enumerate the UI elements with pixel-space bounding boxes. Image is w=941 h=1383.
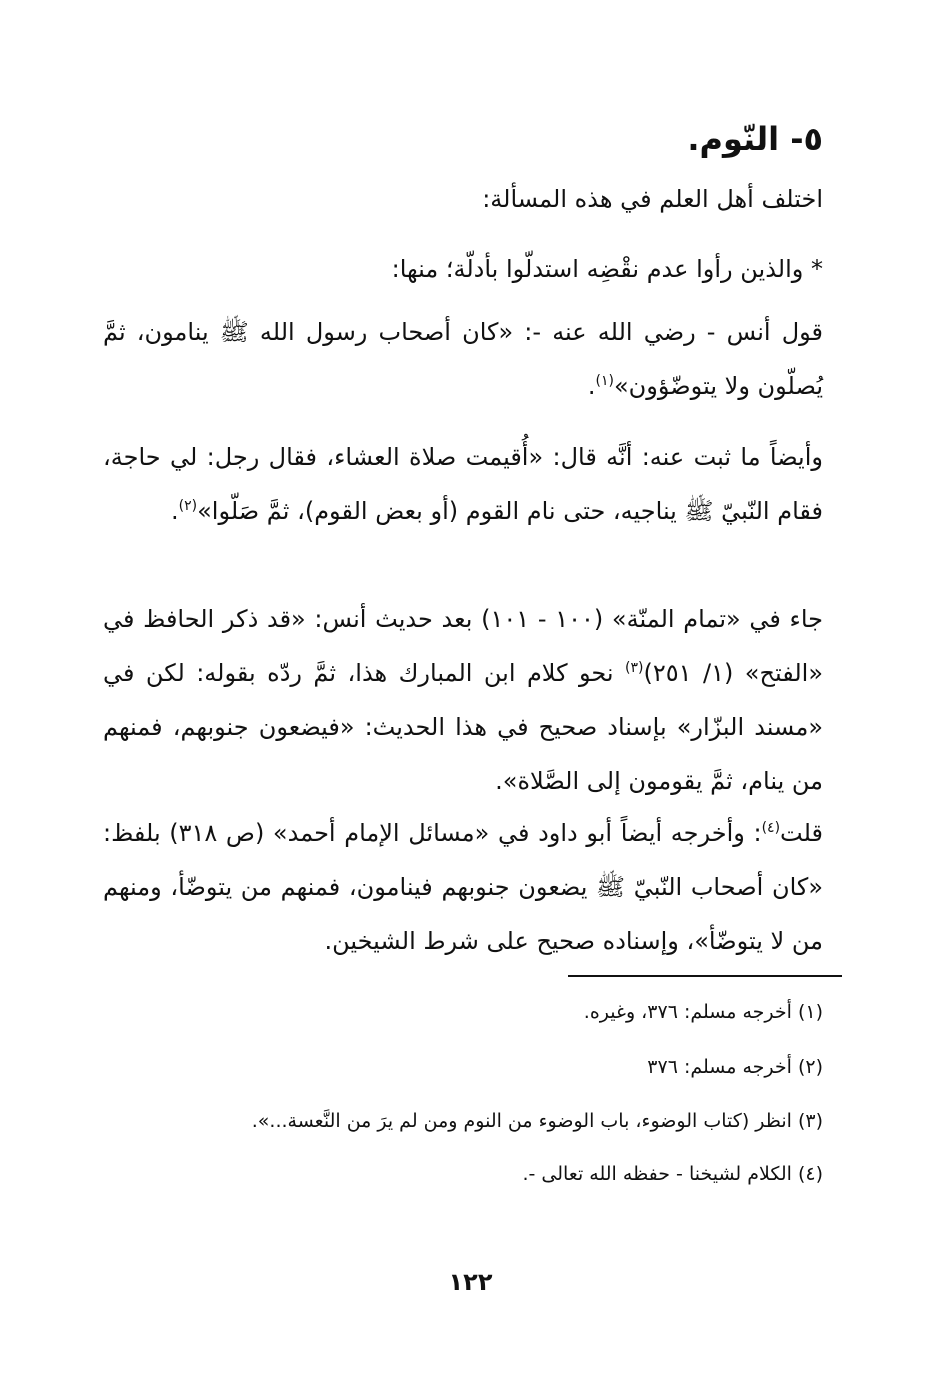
footnote-ref-1: (١)	[595, 373, 614, 389]
paragraph-intro: اختلف أهل العلم في هذه المسألة:	[482, 185, 823, 213]
anas-hadith-text: قول أنس - رضي الله عنه -: «كان أصحاب رسول الله ﷺ ينامون، ثمَّ يُصلّون ولا يتوضّؤون»	[103, 318, 823, 400]
paragraph-evidence-intro: * والذين رأوا عدم نقْضِه استدلّوا بأدلّة؛ منها:	[391, 255, 823, 283]
tamam-almenna-text-a: جاء في «تمام المنّة» (١٠٠ - ١٠١) بعد حديث أنس: «قد ذكر الحافظ في «الفتح» (١/ ٢٥١)	[103, 605, 824, 687]
period: .	[587, 372, 596, 400]
footnote-separator	[568, 975, 842, 977]
period: .	[170, 497, 179, 525]
tamam-almenna-text-b: نحو كلام ابن المبارك هذا، ثمَّ ردّه بقوله: لكن في «مسند البزّار» بإسناد صحيح في هذا الحديث: «فيضعون جنوبهم، فمنهم من ينام، ثمَّ يقومون إلى الصَّلاة».	[103, 659, 823, 795]
abu-dawud-text: : وأخرجه أيضاً أبو داود في «مسائل الإمام أحمد» (ص ٣١٨) بلفظ: «كان أصحاب النّبيّ ﷺ يضعون جنوبهم فينامون، فمنهم من يتوضّأ، ومنهم من لا يتوضّأ»، وإسناده صحيح على شرط الشيخين.	[103, 819, 823, 955]
footnote-ref-4: (٤)	[761, 820, 781, 836]
paragraph-tamam-almenna	[103, 592, 823, 808]
section-heading: ٥- النّوم.	[687, 120, 823, 158]
footnote-3: (٣) انظر (كتاب الوضوء، باب الوضوء من النوم ومن لم يرَ من النَّعسة...».	[251, 1110, 823, 1132]
isha-hadith-text: وأيضاً ما ثبت عنه: أنَّه قال: «أُقيمت صلاة العشاء، فقال رجل: لي حاجة، فقام النّبيّ ﷺ يناجيه، حتى نام القوم (أو بعض القوم)، ثمَّ صَلّوا»	[103, 443, 823, 525]
page-number: ١٢٢	[448, 1268, 493, 1296]
footnote-ref-3: (٣)	[625, 660, 644, 676]
footnote-2: (٢) أخرجه مسلم: ٣٧٦	[647, 1056, 823, 1078]
footnote-1: (١) أخرجه مسلم: ٣٧٦، وغيره.	[583, 1001, 823, 1023]
footnote-ref-2: (٢)	[178, 498, 198, 514]
qultu-word: قلت	[780, 819, 824, 847]
paragraph-isha-hadith	[103, 430, 823, 538]
paragraph-abu-dawud	[103, 806, 823, 968]
footnote-4: (٤) الكلام لشيخنا - حفظه الله تعالى -.	[522, 1163, 823, 1185]
paragraph-anas-hadith	[103, 305, 823, 413]
